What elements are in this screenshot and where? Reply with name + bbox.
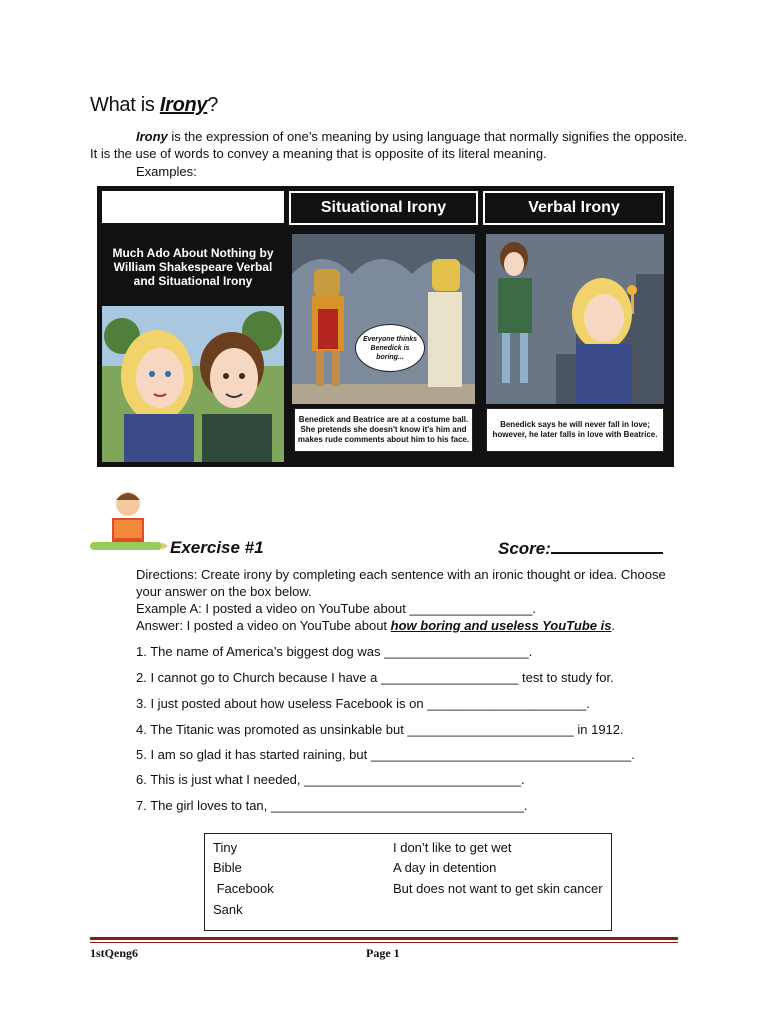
choice-left-4: Sank [213, 902, 243, 917]
score-blank[interactable] [551, 538, 663, 554]
footer-code: 1stQeng6 [90, 946, 138, 960]
characters-illustration [102, 306, 284, 462]
title-keyword: Irony [159, 94, 208, 116]
student-reading-icon [88, 486, 168, 558]
empty-title-panel [102, 191, 284, 223]
verbal-scene [486, 234, 664, 404]
examples-label: Examples: [136, 164, 197, 179]
intro-keyword: Irony [136, 129, 168, 144]
answer-line: Answer: I posted a video on YouTube about how boring and useless YouTube is. [136, 618, 616, 633]
footer-rule [90, 937, 678, 940]
choice-right-3: But does not want to get skin cancer [393, 881, 603, 896]
choice-left-1: Tiny [213, 840, 238, 855]
caption-verbal: Benedick says he will never fall in love; however, he later falls in love with Beatrice. [486, 408, 664, 452]
situational-scene [292, 234, 475, 404]
question-4[interactable]: 4. The Titanic was promoted as unsinkable but _______________________ in 1912. [136, 722, 624, 737]
question-2[interactable]: 2. I cannot go to Church because I have a ___________________ test to study for. [136, 670, 614, 685]
question-5[interactable]: 5. I am so glad it has started raining, but ____________________________________. [136, 747, 635, 762]
comic-side-title: Much Ado About Nothing by William Shakespeare Verbal and Situational Irony [112, 246, 274, 288]
choice-right-1: I don’t like to get wet [393, 840, 512, 855]
page-number: Page 1 [366, 946, 400, 960]
panel-title-verbal: Verbal Irony [483, 191, 665, 225]
score-field: Score: [498, 538, 663, 559]
choice-right-2: A day in detention [393, 860, 497, 875]
footer-rule-thin [90, 942, 678, 943]
exercise-title: Exercise #1 [170, 538, 264, 557]
question-3[interactable]: 3. I just posted about how useless Facebook is on ______________________. [136, 696, 590, 711]
intro-paragraph: Irony is the expression of one’s meaning by using language that normally signifies the opposite. It is the use of words to convey a meaning that is opposite of its literal meaning. [90, 129, 688, 161]
page-title: What is Irony? [90, 94, 219, 116]
panel-title-situational: Situational Irony [289, 191, 478, 225]
choice-left-2: Bible [213, 860, 242, 875]
example-a: Example A: I posted a video on YouTube about _________________. [136, 601, 536, 616]
directions: Directions: Create irony by completing each sentence with an ironic thought or idea. Choose your answer on the box below. Example A: I posted a video on YouTube about _________________. Answer: I posted a video on YouTube about how boring and useless YouTube is. [136, 566, 676, 634]
caption-situational: Benedick and Beatrice are at a costume ball. She pretends she doesn't know it's him and makes rude comments about him to his face. [294, 408, 473, 452]
answer-choices-box [204, 833, 612, 931]
speech-bubble: Everyone thinks Benedick is boring... [355, 324, 425, 372]
choice-left-3: Facebook [213, 881, 274, 896]
question-6[interactable]: 6. This is just what I needed, ______________________________. [136, 772, 525, 787]
comic-strip [97, 186, 674, 467]
question-1[interactable]: 1. The name of America’s biggest dog was ____________________. [136, 644, 533, 659]
question-7[interactable]: 7. The girl loves to tan, ___________________________________. [136, 798, 528, 813]
